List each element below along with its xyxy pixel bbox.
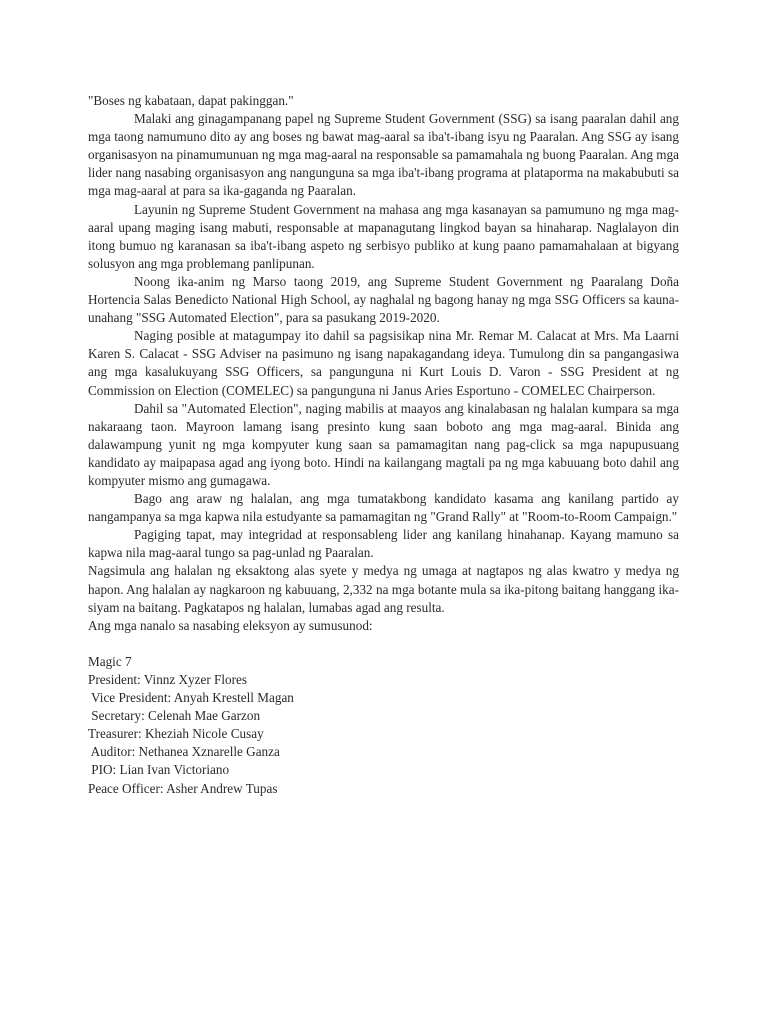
paragraph-advisers: Naging posible at matagumpay ito dahil sa pagsisikap nina Mr. Remar M. Calacat at Mrs. Ma Laarni Karen S. Calacat - SSG Adviser na pasimuno ng isang napakagandang ideya. Tumulong din sa pangangasiwa ang mga kasalukuyang SSG Officers, sa pangunguna ni Kurt Louis D. Varon - SSG President at ng Commission on Election (COMELEC) sa pangunguna ni Janus Aries Esportuno - COMELEC Chairperson. [88,328,679,398]
officers-list [88,671,679,798]
list-item-pio: PIO: Lian Ivan Victoriano [88,762,230,778]
paragraph-qualities: Pagiging tapat, may integridad at responsableng lider ang kanilang hinahanap. Kayang mamuno sa kapwa nila mag-aaral tungo sa pag-unlad ng Paaralan. [88,527,679,561]
blank-line [88,635,679,653]
list-item-auditor: Auditor: Nethanea Xznarelle Ganza [88,744,280,760]
paragraph-ssg-goal: Layunin ng Supreme Student Government na mahasa ang mga kasanayan sa pamumuno ng mga mag-aaral upang maging isang mabuti, responsable at mapanagutang lingkod bayan sa hinaharap. Naglalayon din itong bumuo ng karanasan sa iba't-ibang aspeto ng serbisyo publiko at kung paano pamamahalaan at bigyang solusyon ang mga problemang panlipunan. [88,201,679,271]
paragraph-voting-hours: Nagsimula ang halalan ng eksaktong alas syete y medya ng umaga at nagtapos ng alas kwatro y medya ng hapon. Ang halalan ay nagkaroon ng kabuuang, 2,332 na mga botante mula sa ika-pitong baitang hanggang ika-siyam na baitang. Pagkatapos ng halalan, lumabas agad ang resulta. [88,563,679,615]
list-item-peace-officer: Peace Officer: Asher Andrew Tupas [88,780,278,796]
document-page [88,92,679,798]
section-heading: Magic 7 [88,653,132,669]
paragraph-winners-intro: Ang mga nanalo sa nasabing eleksyon ay sumusunod: [88,617,373,633]
paragraph-automated-election: Dahil sa "Automated Election", naging mabilis at maayos ang kinalabasan ng halalan kumpara sa mga nakaraang taon. Mayroon lamang isang presinto kung saan boboto ang mga mag-aaral. Binida ang dalawampung yunit ng mga kompyuter kung saan sa pamamagitan nang pag-click sa mga napupusuang kandidato ay maipapasa agad ang iyong boto. Hindi na kailangang magtali pa ng mga kabuuang boto dahil ang kompyuter mismo ang gumagawa. [88,400,679,488]
list-item-president: President: Vinnz Xyzer Flores [88,672,248,687]
paragraph-campaign: Bago ang araw ng halalan, ang mga tumatakbong kandidato kasama ang kanilang partido ay nangampanya sa mga kapwa nila estudyante sa pamamagitan ng "Grand Rally" at "Room-to-Room Campaign." [88,491,679,525]
document-title: "Boses ng kabataan, dapat pakinggan." [88,93,294,108]
paragraph-election-date: Noong ika-anim ng Marso taong 2019, ang Supreme Student Government ng Paaralang Doña Hortencia Salas Benedicto National High School, ay naghalal ng bagong hanay ng mga SSG Officers sa kauna-unahang "SSG Automated Election", para sa pasukang 2019-2020. [88,273,679,326]
paragraph-ssg-role: Malaki ang ginagampanang papel ng Supreme Student Government (SSG) sa isang paaralan dahil ang mga taong namumuno dito ay ang boses ng bawat mag-aaral sa iba't-ibang isyu ng Paaralan. Ang SSG ay isang organisasyon na pinamumunuan ng mga mag-aaral na responsable sa pamamahala ng buong Paaralan. Ang mga lider nang nasabing organisasyon ang nangunguna sa mga iba't-ibang programa at plataporma na makabubuti sa mga mag-aaral at para sa ika-gaganda ng Paaralan. [88,111,679,199]
list-item-secretary: Secretary: Celenah Mae Garzon [88,708,261,724]
list-item-treasurer: Treasurer: Kheziah Nicole Cusay [88,726,264,742]
list-item-vice-president: Vice President: Anyah Krestell Magan [88,690,294,706]
